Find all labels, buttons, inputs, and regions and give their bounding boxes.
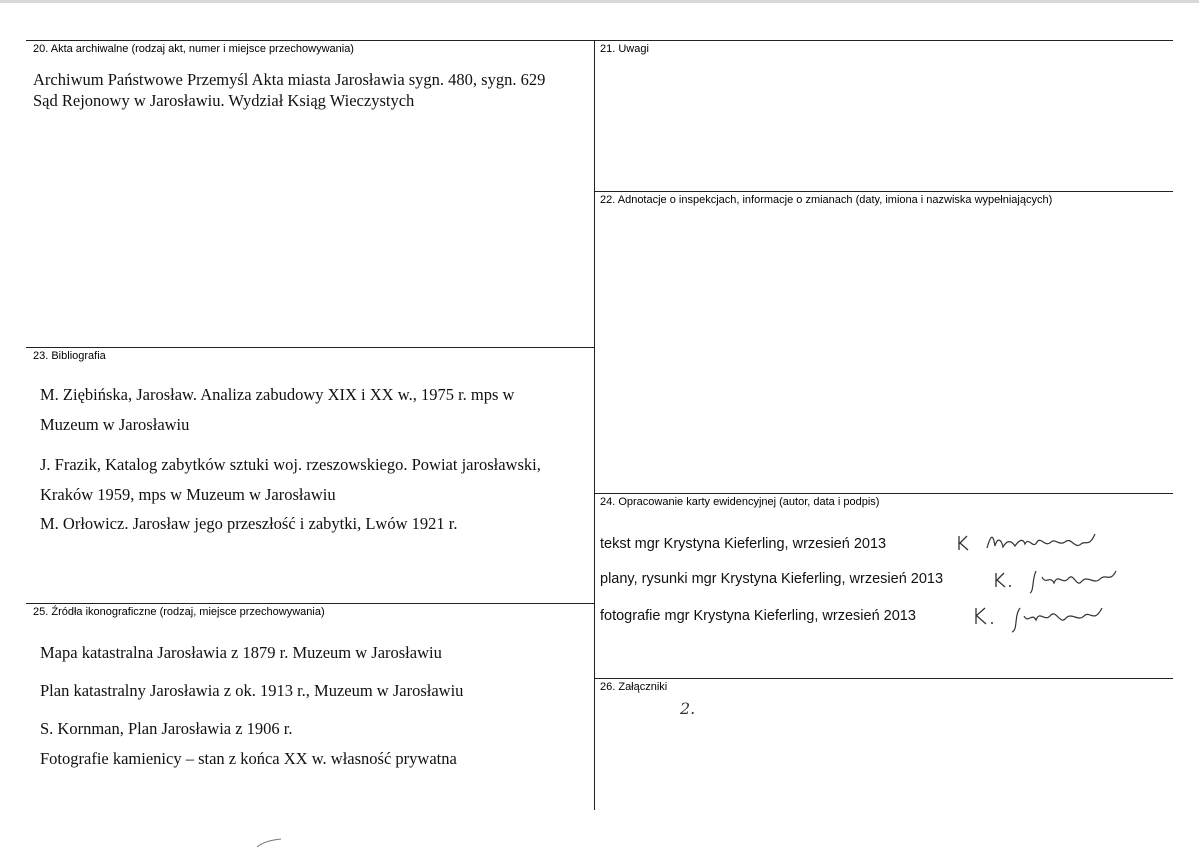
signature-1 [955, 528, 1105, 558]
bibliography-line-3: J. Frazik, Katalog zabytków sztuki woj. rzeszowskiego. Powiat jarosławski, [40, 455, 541, 474]
divider-top [26, 40, 1173, 41]
bibliography-line-1: M. Ziębińska, Jarosław. Analiza zabudowy XIX i XX w., 1975 r. mps w [40, 385, 515, 404]
divider-24 [594, 493, 1173, 494]
divider-23 [26, 347, 594, 348]
divider-vertical [594, 40, 595, 810]
bibliography-line-4: Kraków 1959, mps w Muzeum w Jarosławiu [40, 485, 336, 504]
section-20-header: 20. Akta archiwalne (rodzaj akt, numer i miejsce przechowywania) [33, 43, 354, 55]
iconography-line-4: Fotografie kamienicy – stan z końca XX w. własność prywatna [40, 749, 457, 768]
signature-3 [970, 600, 1110, 636]
divider-25 [26, 603, 594, 604]
section-26-header: 26. Załączniki [600, 681, 668, 693]
iconography-line-3: S. Kornman, Plan Jarosławia z 1906 r. [40, 719, 293, 738]
author-line-plans: plany, rysunki mgr Krystyna Kieferling, wrzesień 2013 [600, 571, 944, 587]
archive-line-2: Sąd Rejonowy w Jarosławiu. Wydział Ksiąg Wieczystych [33, 91, 415, 110]
signature-2 [990, 565, 1120, 597]
bibliography-line-5: M. Orłowicz. Jarosław jego przeszłość i zabytki, Lwów 1921 r. [40, 514, 458, 533]
section-23-header: 23. Bibliografia [33, 350, 106, 362]
section-25-header: 25. Źródła ikonograficzne (rodzaj, miejsce przechowywania) [33, 606, 325, 618]
divider-26 [594, 678, 1173, 679]
section-22-header: 22. Adnotacje o inspekcjach, informacje o zmianach (daty, imiona i nazwiska wypełniających) [600, 194, 1053, 206]
iconography-line-1: Mapa katastralna Jarosławia z 1879 r. Muzeum w Jarosławiu [40, 643, 442, 662]
scan-top-edge [0, 0, 1199, 3]
author-line-text: tekst mgr Krystyna Kieferling, wrzesień 2013 [600, 536, 887, 552]
archive-line-1: Archiwum Państwowe Przemyśl Akta miasta Jarosławia sygn. 480, sygn. 629 [33, 70, 546, 89]
bibliography-line-2: Muzeum w Jarosławiu [40, 415, 190, 434]
divider-22 [594, 191, 1173, 192]
attachments-count: 2. [680, 699, 696, 718]
author-line-photos: fotografie mgr Krystyna Kieferling, wrzesień 2013 [600, 608, 916, 624]
section-21-header: 21. Uwagi [600, 43, 649, 55]
section-24-header: 24. Opracowanie karty ewidencyjnej (autor, data i podpis) [600, 496, 880, 508]
pen-mark [255, 838, 285, 848]
iconography-line-2: Plan katastralny Jarosławia z ok. 1913 r., Muzeum w Jarosławiu [40, 681, 464, 700]
